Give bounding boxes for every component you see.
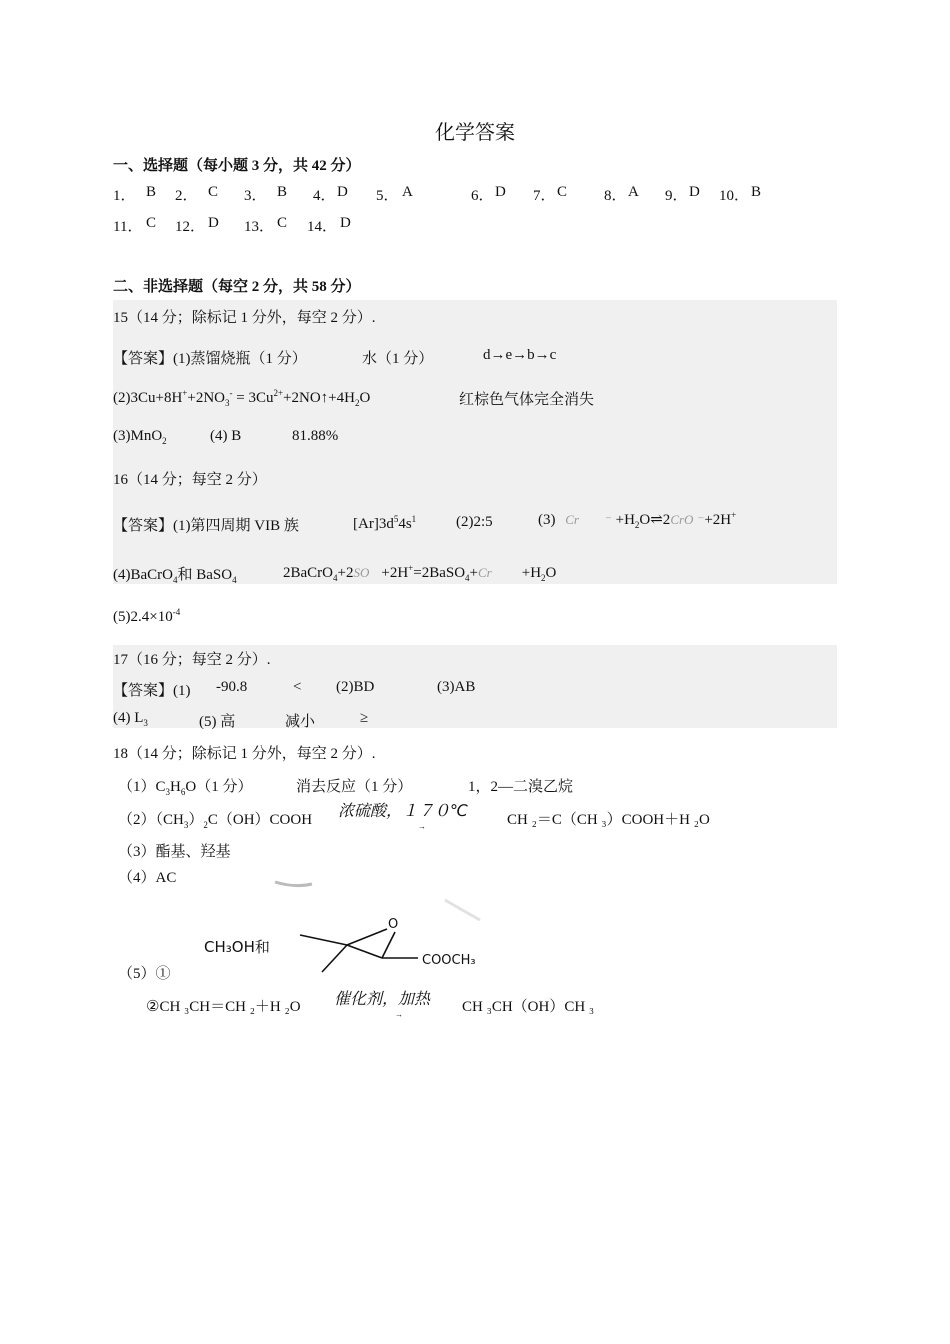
q18-ans-2: $(2)(CH_3)_2C(OH)COOH$ [118, 812, 313, 830]
reaction-arrow-2: → [395, 1010, 403, 1019]
mcq-num: 13． [244, 219, 275, 235]
q15-ans-4: (4) B [210, 428, 242, 444]
mcq-num: 11． [113, 219, 143, 235]
q17-ans-5b: 减小 [285, 714, 316, 730]
structure-oxygen: O [388, 917, 399, 932]
q15-ans-1c: d→e→b→c [483, 347, 557, 363]
q18-ans-1c: 1，2—二溴乙烷 [468, 779, 574, 795]
mcq-num: 10． [719, 188, 750, 204]
mcq-answer: A [628, 184, 639, 200]
mcq-answer: D [337, 184, 348, 200]
structure-ester-group: COOCH₃ [422, 953, 476, 968]
mcq-num: 3． [244, 188, 267, 204]
q16-ans-5: $(5)2.4\times 10^{-4}$ [113, 607, 181, 625]
q18-ans-3: （3）酯基、羟基 [118, 844, 231, 860]
answer-label: 【答案】 [113, 518, 174, 534]
q17-line-1: 【答案】(1) [113, 683, 191, 699]
reaction-condition: 浓硫酸，１７０℃ [338, 801, 468, 820]
structure-label: CH₃OH和 [204, 938, 270, 956]
q15-ans-2b: 红棕色气体完全消失 [459, 392, 595, 408]
q17-ans-3: (3)AB [437, 679, 476, 695]
reaction-condition-2: 催化剂，加热 [334, 989, 431, 1008]
q18-ans-5-1: （5）① [118, 966, 171, 982]
mcq-answer: D [689, 184, 700, 200]
q18-ans-2-product: CH ₂＝C（CH ₃）COOH＋H ₂O [507, 812, 710, 828]
q15-line-1 [113, 347, 307, 368]
q17-enthalpy: -90.8 [216, 679, 248, 695]
section2-heading: 二、非选择题（每空 2 分，共 58 分） [113, 279, 361, 295]
mcq-answer: C [277, 215, 288, 231]
q17-ans-5c: ≥ [360, 710, 369, 726]
page-title: 化学答案 [435, 120, 515, 144]
q15-ans-1b: 水（1 分） [362, 351, 434, 367]
q18-ans-5-2-product: CH ₃CH（OH）CH ₃ [462, 999, 595, 1015]
q15-ans-yield: 81.88% [292, 428, 339, 444]
mcq-num: 2． [175, 188, 198, 204]
mcq-answer: A [402, 184, 413, 200]
mcq-answer: B [751, 184, 762, 200]
mcq-num: 14． [307, 219, 338, 235]
q16-equation-3: (3) Cr ⁻ $+H_2O\rightleftharpoons 2CrO$ ⁻+2H+ [538, 510, 737, 530]
q15-ans-1: (1)蒸馏烧瓶（1 分） [173, 351, 307, 367]
section1-heading: 一、选择题（每小题 3 分，共 42 分） [113, 158, 361, 174]
epoxide-structure-image [200, 880, 500, 990]
q17-heading: 17（16 分；每空 2 分）. [113, 652, 271, 668]
mcq-answer: C [557, 184, 568, 200]
q16-ans-4a: (4)BaCrO$_4$和 BaSO$_4$ [113, 567, 237, 585]
mcq-answer: D [340, 215, 351, 231]
q16-config: $[Ar]3d^54s^1$ [353, 514, 417, 532]
q15-line-2: $(2)3Cu+8H^++2NO_3^-$ = $3Cu^{2+}+2NO↑+4H_2O$ [113, 388, 371, 408]
q15-ans-3a: (3)MnO$_2$ [113, 428, 167, 446]
mcq-num: 1． [113, 188, 136, 204]
q16-ans-4b: 2BaCrO$_4$+2SO +2H+=2BaSO$_4$+Cr $+H_2O$ [283, 563, 557, 583]
q18-heading: 18（14 分；除标记 1 分外，每空 2 分）. [113, 746, 376, 762]
mcq-num: 6． [471, 188, 494, 204]
mcq-answer: D [495, 184, 506, 200]
q17-compare: < [293, 679, 302, 695]
mcq-num: 5． [376, 188, 399, 204]
answer-label: 【答案】 [113, 351, 174, 367]
q15-heading: 15（14 分；除标记 1 分外，每空 2 分）. [113, 310, 376, 326]
q16-heading: 16（14 分；每空 2 分） [113, 472, 267, 488]
reaction-arrow: → [418, 822, 426, 831]
mcq-num: 4． [313, 188, 336, 204]
q17-ans-5: (5) 高 [199, 714, 236, 730]
mcq-num: 7． [533, 188, 556, 204]
mcq-num: 9． [665, 188, 688, 204]
q18-ans-1: $(1)C_3H_6O(1$ 分） [118, 779, 253, 797]
q16-ratio: (2)2:5 [456, 514, 493, 530]
mcq-answer: C [208, 184, 219, 200]
mcq-num: 8． [604, 188, 627, 204]
q17-ans-4: (4) $L_3$ [113, 710, 148, 728]
mcq-answer: B [277, 184, 288, 200]
mcq-num: 12． [175, 219, 206, 235]
mcq-answer: D [208, 215, 219, 231]
q18-ans-4: （4）AC [118, 870, 177, 886]
mcq-answer: B [146, 184, 157, 200]
q18-ans-1b: 消去反应（1 分） [296, 779, 413, 795]
q16-line-1: 【答案】(1)第四周期 VIB 族 [113, 518, 299, 534]
q17-ans-2: (2)BD [336, 679, 375, 695]
mcq-answer: C [146, 215, 157, 231]
q18-ans-5-2: ②CH ₃CH＝CH ₂＋H ₂O [146, 999, 301, 1015]
answer-label: 【答案】 [113, 683, 174, 699]
